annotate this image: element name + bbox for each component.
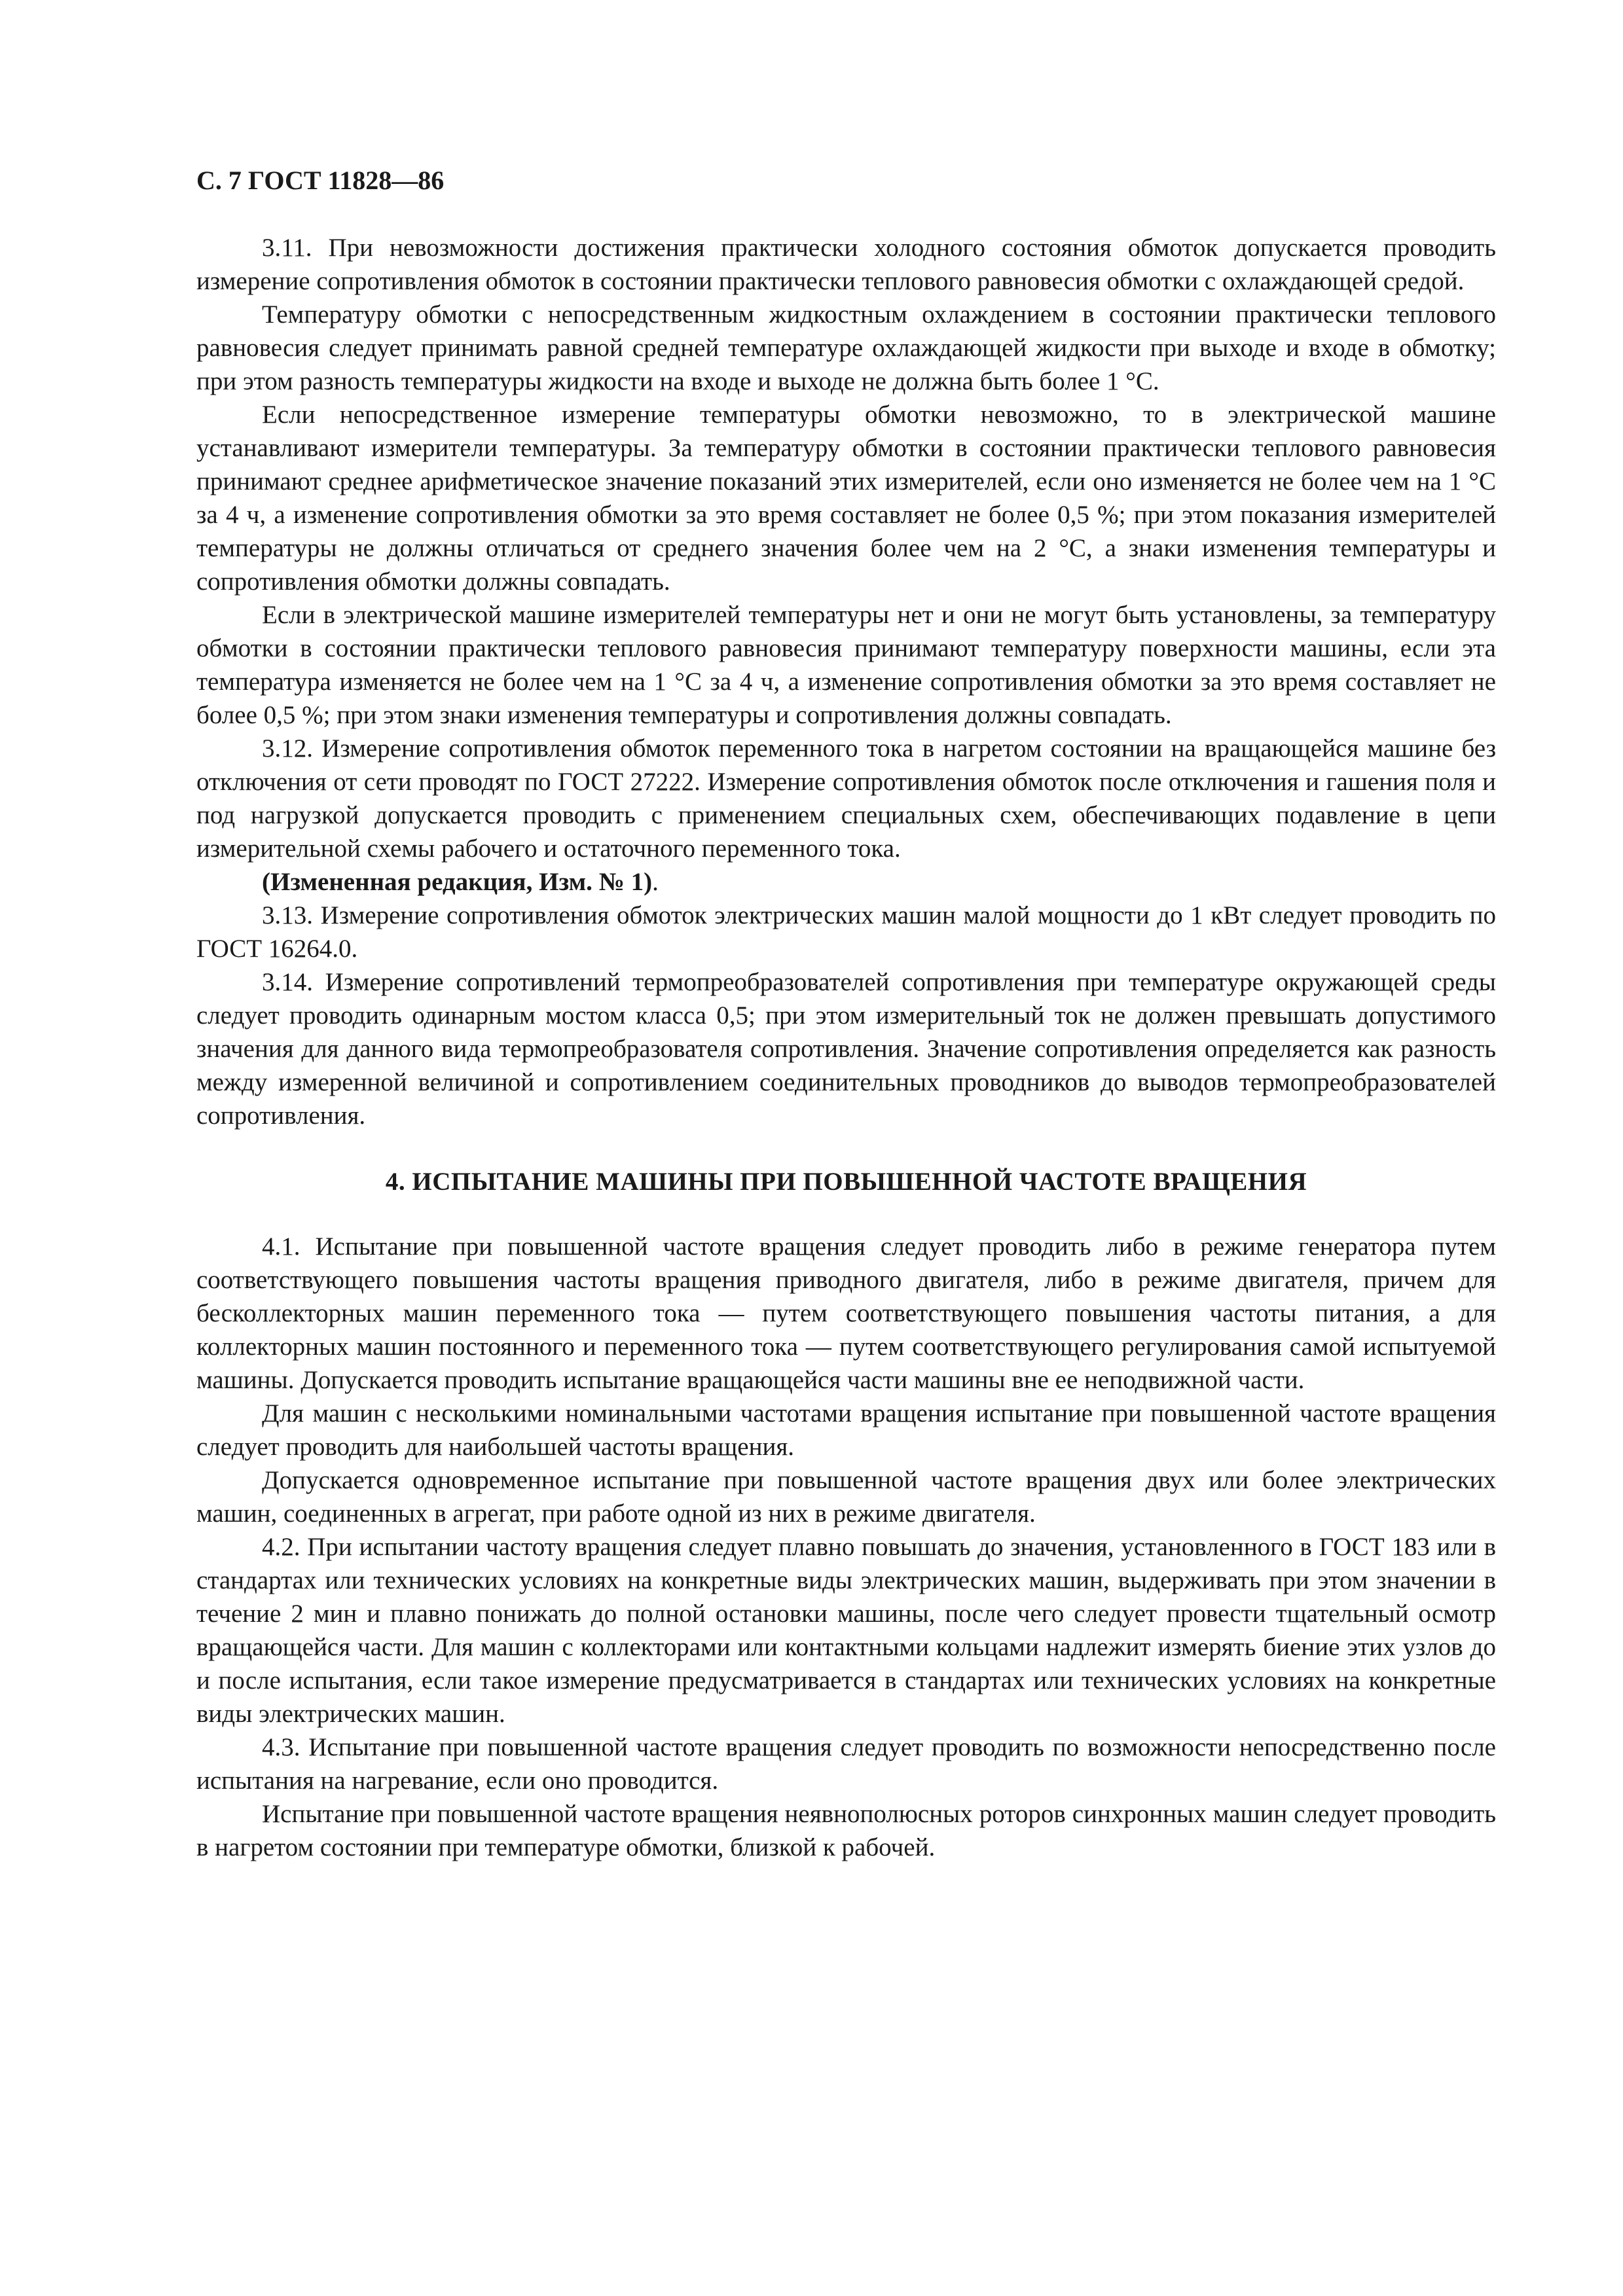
paragraph-4-1-aggregate: Допускается одновременное испытание при повышенной частоте вращения двух или более электрических машин, соединенных в агрегат, при работе одной из них в режиме двигателя.	[196, 1466, 1496, 1528]
section-4-title: 4. ИСПЫТАНИЕ МАШИНЫ ПРИ ПОВЫШЕННОЙ ЧАСТОТЕ ВРАЩЕНИЯ	[385, 1168, 1307, 1196]
paragraph-4-3-rotors: Испытание при повышенной частоте вращения неявнополюсных роторов синхронных машин следует проводить в нагретом состоянии при температуре обмотки, близкой к рабочей.	[196, 1800, 1496, 1861]
paragraph-3-14: 3.14. Измерение сопротивлений термопреобразователей сопротивления при температуре окружающей среды следует проводить одинарным мостом класса 0,5; при этом измерительный ток не должен превышать допустимого значения для данного вида термопреобразователя сопротивления. Значение сопротивления определяется как разность между измеренной величиной и сопротивлением соединительных проводников до выводов термопреобразователей сопротивления.	[196, 968, 1496, 1130]
paragraph-3-13: 3.13. Измерение сопротивления обмоток электрических машин малой мощности до 1 кВт следует проводить по ГОСТ 16264.0.	[196, 901, 1496, 963]
document-page	[196, 164, 1496, 1864]
paragraph-3-11-liquid-cooling: Температуру обмотки с непосредственным жидкостным охлаждением в состоянии практически теплового равновесия следует принимать равной средней температуре охлаждающей жидкости при выходе и входе в обмотку; при этом разность температуры жидкости на входе и выходе не должна быть более 1 °С.	[196, 300, 1496, 395]
paragraph-4-1: 4.1. Испытание при повышенной частоте вращения следует проводить либо в режиме генератора путем соответствующего повышения частоты вращения приводного двигателя, либо в режиме двигателя, причем для бесколлекторных машин переменного тока — путем соответствующего повышения частоты питания, а для коллекторных машин постоянного и переменного тока — путем соответствующего регулирования самой испытуемой машины. Допускается проводить испытание вращающейся части машины вне ее неподвижной части.	[196, 1232, 1496, 1394]
amendment-note-period: .	[652, 868, 659, 896]
page-header: С. 7 ГОСТ 11828—86	[196, 166, 445, 195]
paragraph-3-11-temperature-meters: Если непосредственное измерение температуры обмотки невозможно, то в электрической машине устанавливают измерители температуры. За температуру обмотки в состоянии практически теплового равновесия принимают среднее арифметическое значение показаний этих измерителей, если оно изменяется не более чем на 1 °С за 4 ч, а изменение сопротивления обмотки за это время составляет не более 0,5 %; при этом показания измерителей температуры не должны отличаться от среднего значения более чем на 2 °С, а знаки изменения температуры и сопротивления обмотки должны совпадать.	[196, 401, 1496, 596]
paragraph-3-11: 3.11. При невозможности достижения практически холодного состояния обмоток допускается проводить измерение сопротивления обмоток в состоянии практически теплового равновесия обмотки с охлаждающей средой.	[196, 234, 1496, 295]
paragraph-4-3: 4.3. Испытание при повышенной частоте вращения следует проводить по возможности непосредственно после испытания на нагревание, если оно проводится.	[196, 1733, 1496, 1795]
paragraph-4-2: 4.2. При испытании частоту вращения следует плавно повышать до значения, установленного в ГОСТ 183 или в стандартах или технических условиях на конкретные виды электрических машин, выдерживать при этом значении в течение 2 мин и плавно понижать до полной остановки машины, после чего следует провести тщательный осмотр вращающейся части. Для машин с коллекторами или контактными кольцами надлежит измерять биение этих узлов до и после испытания, если такое измерение предусматривается в стандартах или технических условиях на конкретные виды электрических машин.	[196, 1533, 1496, 1728]
paragraph-4-1-multiple-speeds: Для машин с несколькими номинальными частотами вращения испытание при повышенной частоте вращения следует проводить для наибольшей частоты вращения.	[196, 1399, 1496, 1461]
amendment-note	[196, 865, 1496, 899]
paragraph-3-11-surface-temperature: Если в электрической машине измерителей температуры нет и они не могут быть установлены, за температуру обмотки в состоянии практически теплового равновесия принимают температуру поверхности машины, если эта температура изменяется не более чем на 1 °С за 4 ч, а изменение сопротивления обмотки за это время составляет не более 0,5 %; при этом знаки изменения температуры и сопротивления должны совпадать.	[196, 601, 1496, 729]
amendment-note-text: (Измененная редакция, Изм. № 1)	[262, 868, 653, 896]
paragraph-3-12: 3.12. Измерение сопротивления обмоток переменного тока в нагретом состоянии на вращающейся машине без отключения от сети проводят по ГОСТ 27222. Измерение сопротивления обмоток после отключения и гашения поля и под нагрузкой допускается проводить с применением специальных схем, обеспечивающих подавление в цепи измерительной схемы рабочего и остаточного переменного тока.	[196, 734, 1496, 863]
